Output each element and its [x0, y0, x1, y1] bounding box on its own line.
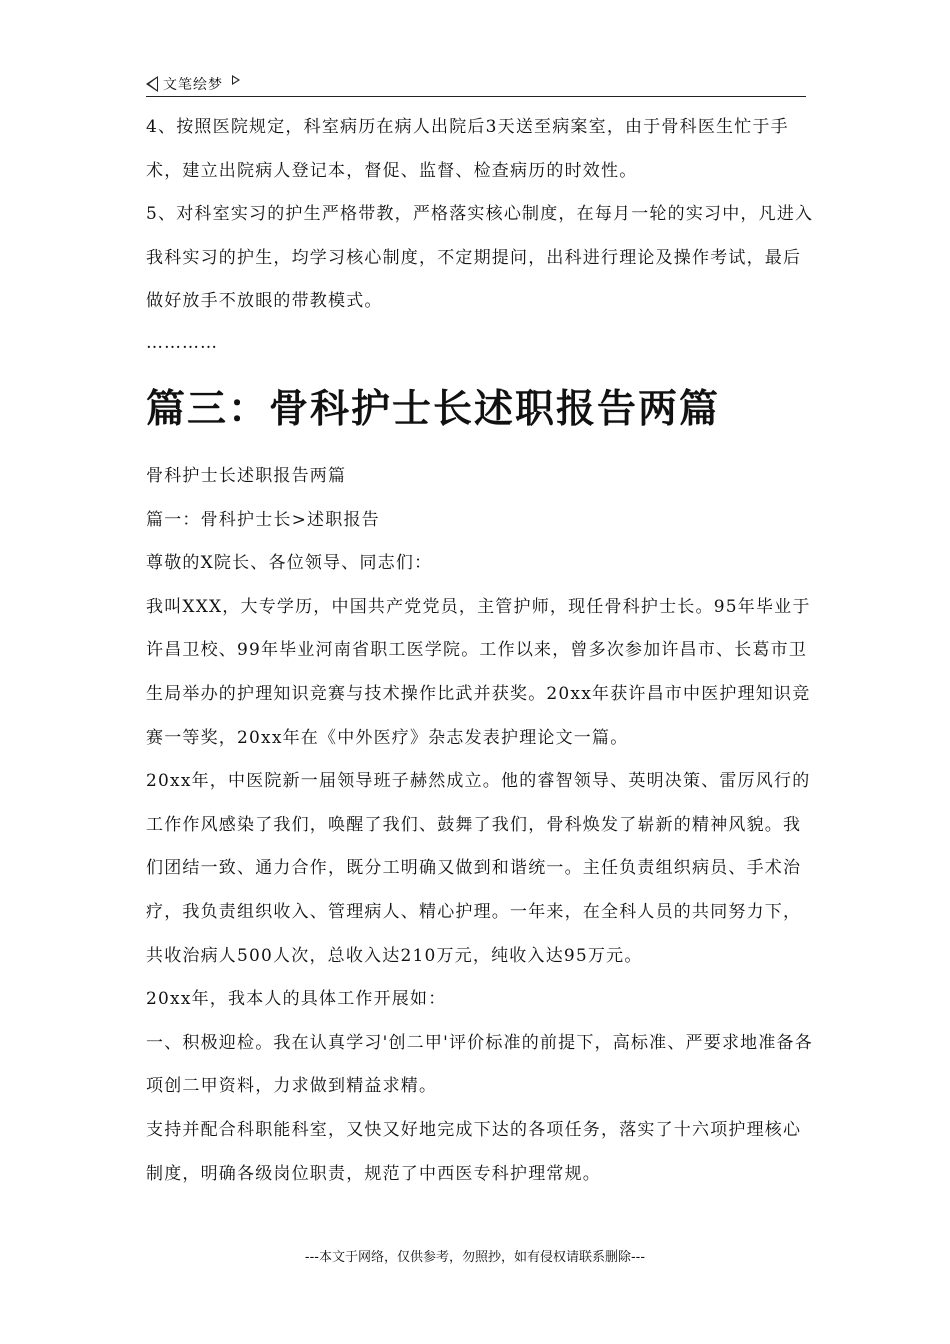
paragraph: 20xx年，我本人的具体工作开展如： — [146, 989, 447, 1010]
paragraph: 尊敬的X院长、各位领导、同志们： — [146, 553, 433, 574]
triangle-right-icon — [232, 75, 240, 85]
paragraph: 骨科护士长述职报告两篇 — [146, 466, 347, 486]
paragraph: 一、积极迎检。我在认真学习'创二甲'评价标准的前提下，高标准、严要求地准备各项创二甲资料，力求做到精益求精。 — [146, 1032, 813, 1097]
paragraph: 支持并配合科职能科室，又快又好地完成下达的各项任务，落实了十六项护理核心制度，明确各级岗位职责，规范了中西医专科护理常规。 — [146, 1119, 802, 1184]
triangle-left-icon — [146, 76, 158, 92]
top-paragraphs — [146, 106, 816, 324]
section-title: 篇三：骨科护士长述职报告两篇 — [146, 387, 721, 432]
page-footer: ---本文于网络，仅供参考，勿照抄，如有侵权请联系删除--- — [304, 1250, 646, 1265]
page-header — [146, 72, 806, 97]
ellipsis: ………… — [146, 333, 218, 353]
paragraph: 20xx年，中医院新一届领导班子赫然成立。他的睿智领导、英明决策、雷厉风行的工作作风感染了我们，唤醒了我们、鼓舞了我们，骨科焕发了崭新的精神风貌。我们团结一致、通力合作，既分工明确又做到和谐统一。主任负责组织病员、手术治疗，我负责组织收入、管理病人、精心护理。一年来，在全科人员的共同努力下，共收治病人500人次，总收入达210万元，纯收入达95万元。 — [146, 771, 811, 966]
header-brand: 文笔绘梦 — [163, 77, 223, 93]
paragraph: 4、按照医院规定，科室病历在病人出院后3天送至病案室，由于骨科医生忙于手术，建立出院病人登记本，督促、监督、检查病历的时效性。 — [146, 117, 789, 181]
paragraph: 篇一：骨科护士长>述职报告 — [146, 509, 380, 530]
paragraph: 我叫XXX，大专学历，中国共产党党员，主管护师，现任骨科护士长。95年毕业于许昌卫校、99年毕业河南省职工医学院。工作以来，曾多次参加许昌市、长葛市卫生局举办的护理知识竞赛与技术操作比武并获奖。20xx年获许昌市中医护理知识竞赛一等奖，20xx年在《中外医疗》杂志发表护理论文一篇。 — [146, 596, 811, 748]
body-paragraphs — [146, 455, 816, 1196]
paragraph: 5、对科室实习的护生严格带教，严格落实核心制度，在每月一轮的实习中，凡进入我科实习的护生，均学习核心制度，不定期提问，出科进行理论及操作考试，最后做好放手不放眼的带教模式。 — [146, 204, 814, 312]
